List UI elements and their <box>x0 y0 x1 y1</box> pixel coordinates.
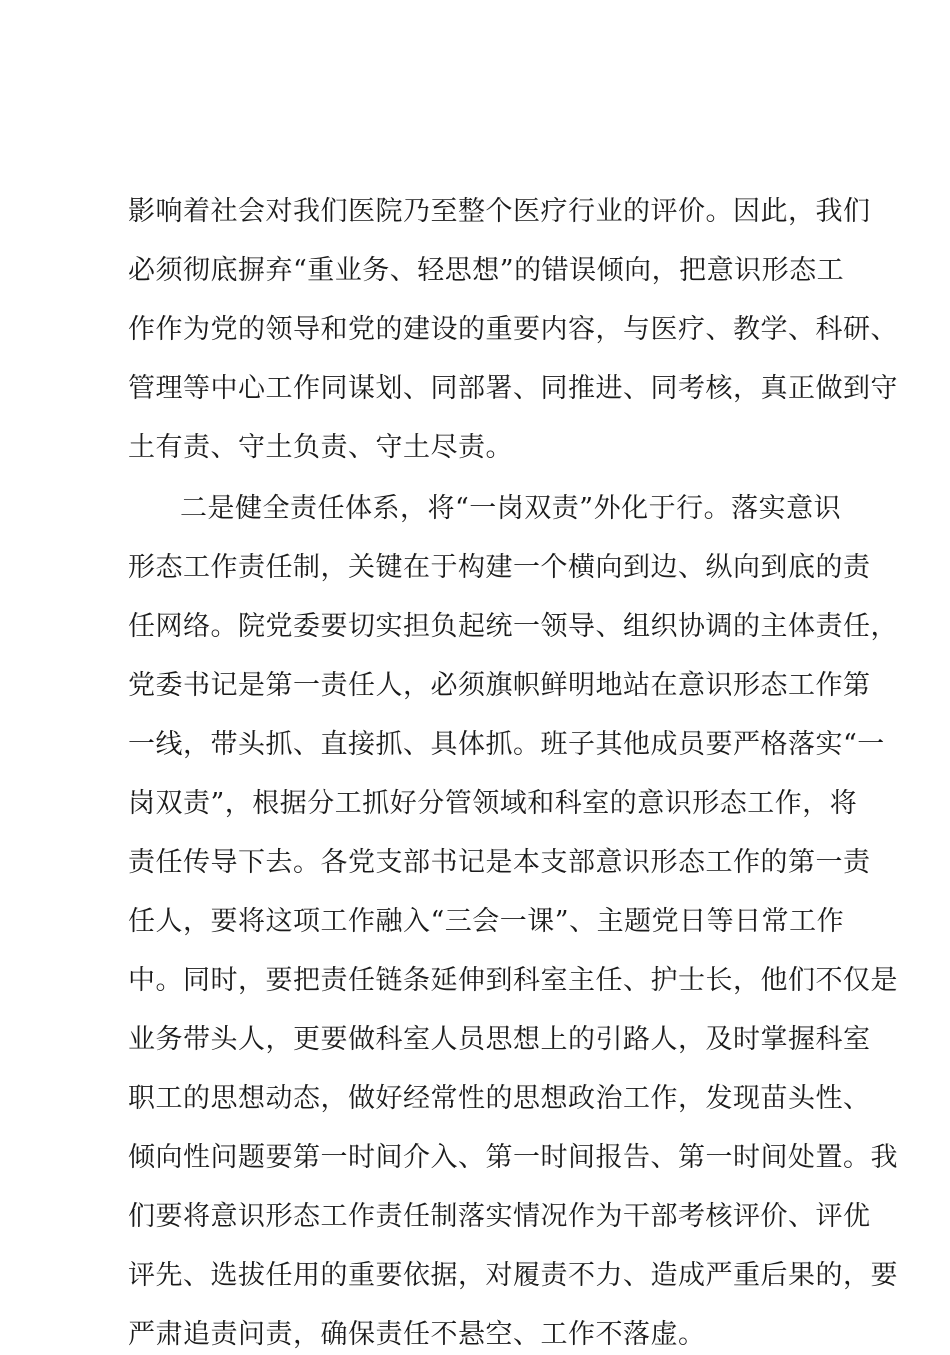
text-line: 党委书记是第一责任人，必须旗帜鲜明地站在意识形态工作第 <box>128 670 871 701</box>
text-line: 中。同时，要把责任链条延伸到科室主任、护士长，他们不仅是 <box>128 965 898 996</box>
text-line: 作作为党的领导和党的建设的重要内容，与医疗、教学、科研、 <box>128 314 898 345</box>
text-line: 评先、选拔任用的重要依据，对履责不力、造成严重后果的，要 <box>128 1260 898 1291</box>
paragraph-first-line: 二是健全责任体系，将“一岗双责”外化于行。落实意识 <box>180 493 842 524</box>
text-line: 形态工作责任制，关键在于构建一个横向到边、纵向到底的责 <box>128 552 871 583</box>
text-line: 任网络。院党委要切实担负起统一领导、组织协调的主体责任， <box>128 611 898 642</box>
text-line: 倾向性问题要第一时间介入、第一时间报告、第一时间处置。我 <box>128 1142 898 1173</box>
text-line: 职工的思想动态，做好经常性的思想政治工作，发现苗头性、 <box>128 1083 871 1114</box>
text-line: 影响着社会对我们医院乃至整个医疗行业的评价。因此，我们 <box>128 196 871 227</box>
text-line: 责任传导下去。各党支部书记是本支部意识形态工作的第一责 <box>128 847 871 878</box>
text-line: 们要将意识形态工作责任制落实情况作为干部考核评价、评优 <box>128 1201 871 1232</box>
text-line: 岗双责”，根据分工抓好分管领域和科室的意识形态工作，将 <box>128 788 858 819</box>
text-line: 土有责、守土负责、守土尽责。 <box>128 432 513 463</box>
text-line: 一线，带头抓、直接抓、具体抓。班子其他成员要严格落实“一 <box>128 729 885 760</box>
text-line: 必须彻底摒弃“重业务、轻思想”的错误倾向，把意识形态工 <box>128 255 845 286</box>
text-line: 任人，要将这项工作融入“三会一课”、主题党日等日常工作 <box>128 906 845 937</box>
text-line: 管理等中心工作同谋划、同部署、同推进、同考核，真正做到守 <box>128 373 898 404</box>
text-line: 严肃追责问责，确保责任不悬空、工作不落虚。 <box>128 1319 706 1350</box>
text-line: 业务带头人，更要做科室人员思想上的引路人，及时掌握科室 <box>128 1024 871 1055</box>
